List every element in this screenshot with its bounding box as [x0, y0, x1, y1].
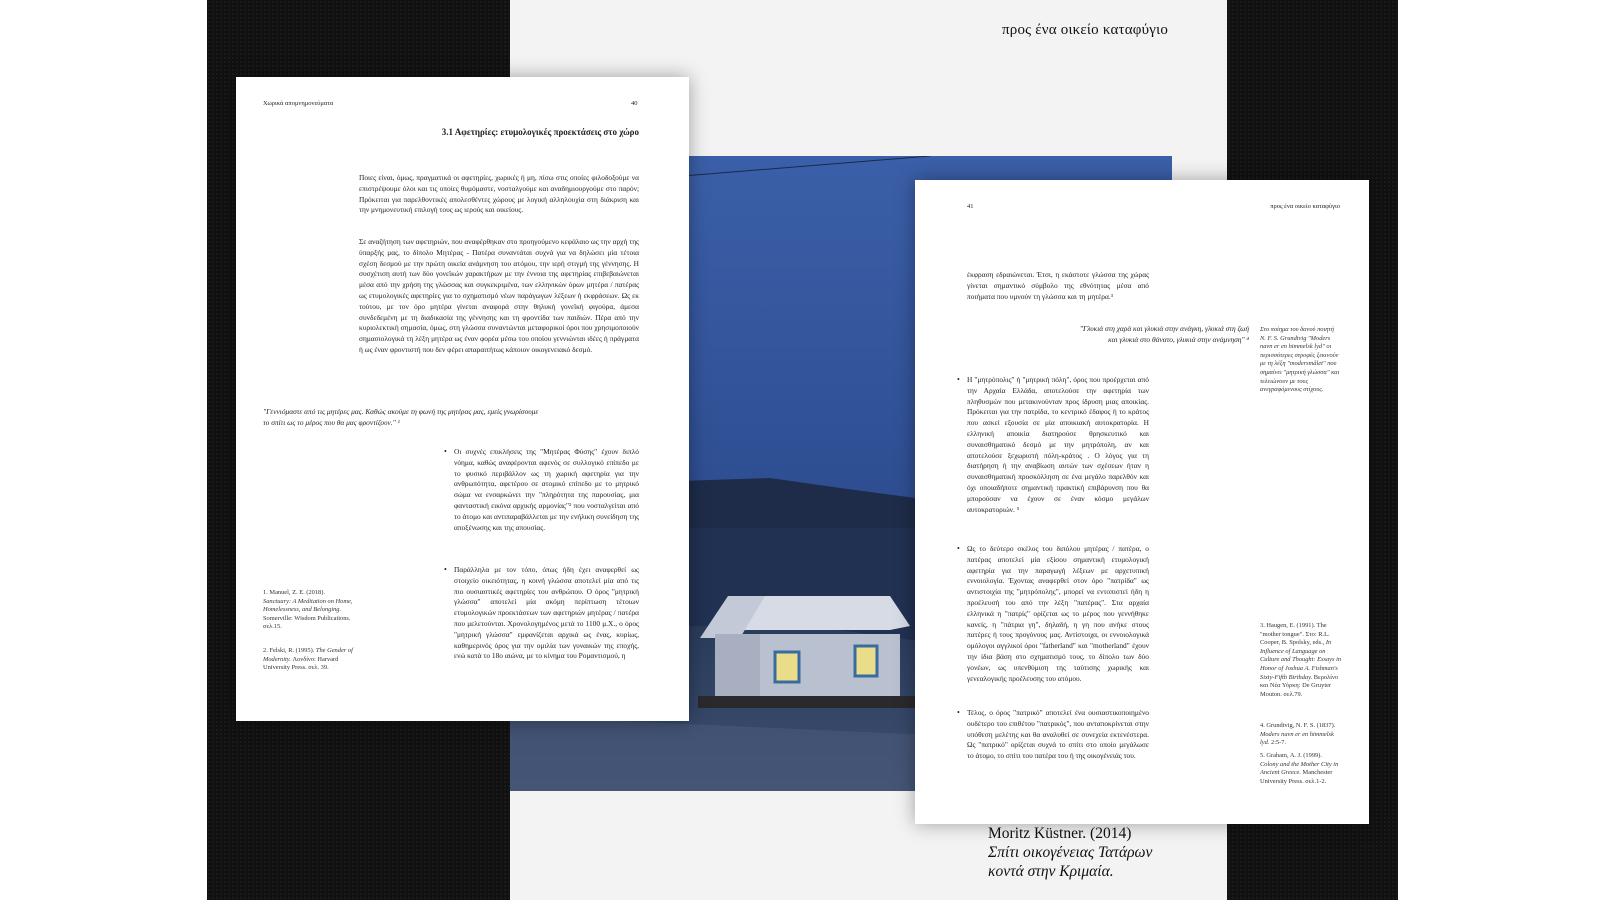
footnote-title: Colony and the Mother City in Ancient Greece. [1260, 760, 1339, 777]
footnote-lead: 2. Felski, R. (1995). [263, 647, 315, 654]
footnote-tail: Somerville: Wisdom Publications. σελ.15. [263, 614, 351, 631]
footnote-tail: Manchester University Press. σελ.1-2. [1260, 769, 1333, 785]
footnote-2 [263, 647, 353, 673]
footnote-lead: 3. Haugen, E. (1991). The "mother tongue". Στο: R.L. Cooper, B. Spolsky, eds., [1260, 622, 1330, 647]
spread-header: προς ένα οικείο καταφύγιο [1002, 22, 1169, 38]
footnote-tail: Λονδίνο: Harvard University Press. σελ. 39. [263, 655, 339, 672]
bullet-2: Ως το δεύτερο σκέλος του διπόλου μητέρας / πατέρα, ο πατέρας αποτελεί μία εξίσου σημαντική ετυμολογική αφετηρία για την παραγωγή λέξεων με αρχετυπική εννοιολογία. Έχοντας αναφερθεί στον όρο "πατρίδα" ως αντιστοιχία της "μητρόπολης", μπορεί να εντοπιστεί ήδη η προέλευσή του από την λέξη "πατέρας". Στα αρχαία ελληνικά η "πατρίς" ορίζεται ως το μέρος που γεννήθηκε κανείς, η "πάτρια γη", δηλαδή, η γη που ανήκε στους πατέρες ή τους προγόνους μας. Αντίστοιχα, οι εννοιολογικά ομόλογοι αγγλικοί όροι "fatherland" και "motherland" έχουν την ίδια βάση στο σχηματισμό τους, το δίπολο των δύο γονέων, ως υπενθύμιση της ταύτισης χωρικής και γενεαλογικής προέλευσης του ατόμου. [967, 544, 1149, 683]
paragraph-1: Ποιες είναι, όμως, πραγματικά οι αφετηρίες, χωρικές ή μη, πίσω στις οποίες φιλοδοξούμε να επιστρέψουμε όλοι και τις οποίες θυμόμαστε, νοσταλγούμε και αναδημιουργούμε στο παρόν; Πρόκειται για παρελθοντικές απολεσθέντες χώρους με λογική αλληλουχία στη διάκριση και την μνημονευτική επιλογή τους ως ιερούς και οικείους. [359, 173, 639, 215]
running-title: προς ένα οικείο καταφύγιο [1270, 203, 1340, 210]
bullet-dot: • [957, 708, 960, 717]
footnote-title: Moders navn er en himmelsk lyd. [1260, 730, 1334, 747]
bullet-dot: • [444, 447, 447, 456]
house [698, 596, 918, 708]
bullet-1: Η "μητρόπολις" ή "μητρική πόλη", όρος που προέρχεται από την Αρχαία Ελλάδα, αποτελούσε την αφετηρία των πληθυσμών που μετακινούνταν προς ίδρυση μιας αποικίας. Πρόκειται για την πατρίδα, το κεντρικό έδαφος ή το κράτος που ασκεί εξουσία σε μία αποικιακή αυτοκρατορία. Η ελληνική αποικία διατηρούσε θρησκευτικό και συναισθηματικό δεσμό με την μητρόπολη, αν και αποτελούσε ξεχωριστή πόλη-κράτος . Ο λόγος για τη διατήρηση ή την αναβίωση αυτών των σχέσεων ήταν η συναισθηματική προσκόλληση σε ένα μεγάλο παρελθόν και όχι οποιαδήποτε σημαντική πρακτική επιβάρυνση που θα μπορούσαν να έχουν σε έναν κόσμο μεγάλων αυτοκρατοριών. ⁵ [967, 375, 1149, 514]
footnote-tail: Βερολίνο και Νέα Υόρκη: De Gruyter Mouton. σελ.79. [1260, 673, 1339, 698]
footnote-lead: 4. Grundtvig, N. F. S. (1837). [1260, 722, 1336, 729]
section-heading: 3.1 Αφετηρίες: ετυμολογικές προεκτάσεις στο χώρο [441, 127, 639, 137]
running-title: Χωρικά απομνημονεύματα [263, 100, 334, 107]
side-note: Στο ποίημα του δανού ποιητή N. F. S. Grundtvig "Moders navn er en himmelsk lyd" οι περισσότερες στροφές ξεκινούν με τη λέξη "modersmålet" που σημαίνει "μητρική γλώσσα" και τελειώνουν με τους ανεγραφόμενους στίχους. [1260, 326, 1340, 394]
page-number: 40 [631, 100, 638, 107]
left-page [236, 77, 689, 721]
footnote-title: Sanctuary: A Meditation on Home, Homelessness, and Belonging. [263, 597, 353, 614]
footnote-title: In Influence of Language on Culture and Thought: Essays in Honor of Joshua A. Fishman's Sixty-Fifth Birthday. [1260, 639, 1342, 681]
bullet-2: Παράλληλα με τον τόπο, όπως ήδη έχει αναφερθεί ως στοιχείο οικειότητας, η κοινή γλώσσα αποτελεί μία από τις πιο ουσιαστικές αφετηρίες του ανθρώπου. Ο όρος "μητρική γλώσσα" αποτελεί μία ακόμη περίπτωση τέτοιων ετυμολογικών προεκτάσεων των αφετηριών μητέρας / πατέρα που μελετούνται. Χρονολογημένος μετά το 1100 μ.Χ., ο όρος "μητρική γλώσσα" εμφανίζεται αρχικά ως ένας, κυρίως, καθημερινός όρος για την ομιλία των γυναικών της εποχής, ενώ κατά το 18ο αιώνα, με το κίνημα του Ρομαντισμού, η [454, 565, 639, 661]
paragraph-2: Σε αναζήτηση των αφετηριών, που αναφέρθηκαν στο προηγούμενο κεφάλαιο ως την αρχή της ύπαρξής μας, το δίπολο Μητέρας - Πατέρα συναντάται συχνά για να δηλώσει μία τέτοια σχέση δεσμού με την πρώτη οικεία ανάμνηση του ατόμου, την ιερή στιγμή της γέννησης. Η συσχέτιση αυτή των δύο γονεϊκών χαρακτήρων με την έννοια της αφετηρίας επιβεβαιώνεται μέσα από την χρήση της γλώσσας και συγκεκριμένα, των ελληνικών όρων μητέρα / πατέρας ως ετυμολογικές αφετηρίες για το σχηματισμό νέων παράγωγων λέξεων ή εκφράσεων. Ως εκ τούτου, με τον όρο μητέρα γίνεται αναφορά στην θηλυκή γονεϊκή φιγούρα, άμεσα συνδεδεμένη με τη διαδικασία της γέννησης και τη φροντίδα των παιδιών. Πέρα από την κυριολεκτική σημασία, όμως, στη γλώσσα συναντώνται μεταφορικοί όροι που χρησιμοποιούν σημασιολογικά τη λέξη μητέρα ως έναν φορέα μέσω του οποίου γεννιώνται ιδέες ή πράγματα ή ως έναν φροντιστή που δεν φέρει απαραιτήτως κάποιον οικογενειακό δεσμό. [359, 237, 639, 354]
caption-line-2: κοντά στην Κριμαία. [988, 863, 1114, 880]
footnote-lead: 1. Manuel, Z. E. (2018). [263, 589, 325, 596]
continued-text: έκφραση εδραιώνεται. Έτσι, η εκάστοτε γλώσσα της χώρας γίνεται σημαντικό σύμβολο της εθνότητας μέσα από ποιήματα που υμνούν τη γλώσσα και τη μητέρα.³ [967, 270, 1149, 301]
caption-author: Moritz Küstner. (2014) [988, 825, 1132, 842]
quote: "Γεννιόμαστε από τις μητέρες μας. Καθώς ακούμε τη φωνή της μητέρας μας, εμείς γνωρίσουμε το σπίτι ως το μέρος που θα μας φροντίζουν." ¹ [263, 407, 539, 427]
right-page [915, 180, 1369, 824]
footnote-lead: 5. Graham, A. J. (1999). [1260, 752, 1322, 759]
bullet-dot: • [957, 544, 960, 553]
footnote-tail: 2:5-7. [1271, 739, 1287, 747]
quote: "Γλυκιά στη χαρά και γλυκιά στην ανάγκη, γλυκιά στη ζωή και γλυκιά στο θάνατο, γλυκιά στην ανάμνηση" ⁴ [1079, 324, 1249, 344]
caption-line-1: Σπίτι οικογένειας Τατάρων [988, 844, 1153, 861]
footnote-3 [1260, 622, 1342, 699]
footnote-1 [263, 589, 353, 632]
bullet-1: Οι συχνές επικλήσεις της "Μητέρας Φύσης" έχουν διπλό νόημα, καθώς αναφέρονται αφενός σε συλλογικό επίπεδο με το φυσικό περιβάλλον ως τη χωρική αφετηρία για την ανθρωπότητα, αφετέρου σε ατομικό επίπεδο με το μητρικό σώμα να ενσαρκώνει την "πληρότητα της παρουσίας, μια φανταστική εικόνα αρχικής αρμονίας"² που νοσταλγείται από το άτομο και αντιπαραβάλλεται με την ενήλικη συνείδηση της αποξένωσης και της απουσίας. [454, 447, 639, 532]
photo-caption [988, 824, 1152, 881]
page-number: 41 [967, 203, 974, 210]
bullet-dot: • [444, 565, 447, 574]
footnote-4 [1260, 722, 1342, 748]
bullet-dot: • [957, 375, 960, 384]
footnote-title: The Gender of Modernity. [263, 647, 353, 663]
bullet-3: Τέλος, ο όρος "πατρικό" αποτελεί ένα ουσιαστικοποιημένο ουδέτερο του επιθέτου "πατρικός", που ανταποκρίνεται στην υπόθεση μελέτης και θα αναλυθεί σε συνεχεία εκτενέστερα. Ως "πατρικό" ορίζεται συχνά το σπίτι στο οποίο μεγάλωσε το άτομο, το σπίτι του πατέρα του ή της οικογένειάς του. [967, 708, 1149, 761]
footnote-5 [1260, 752, 1342, 786]
